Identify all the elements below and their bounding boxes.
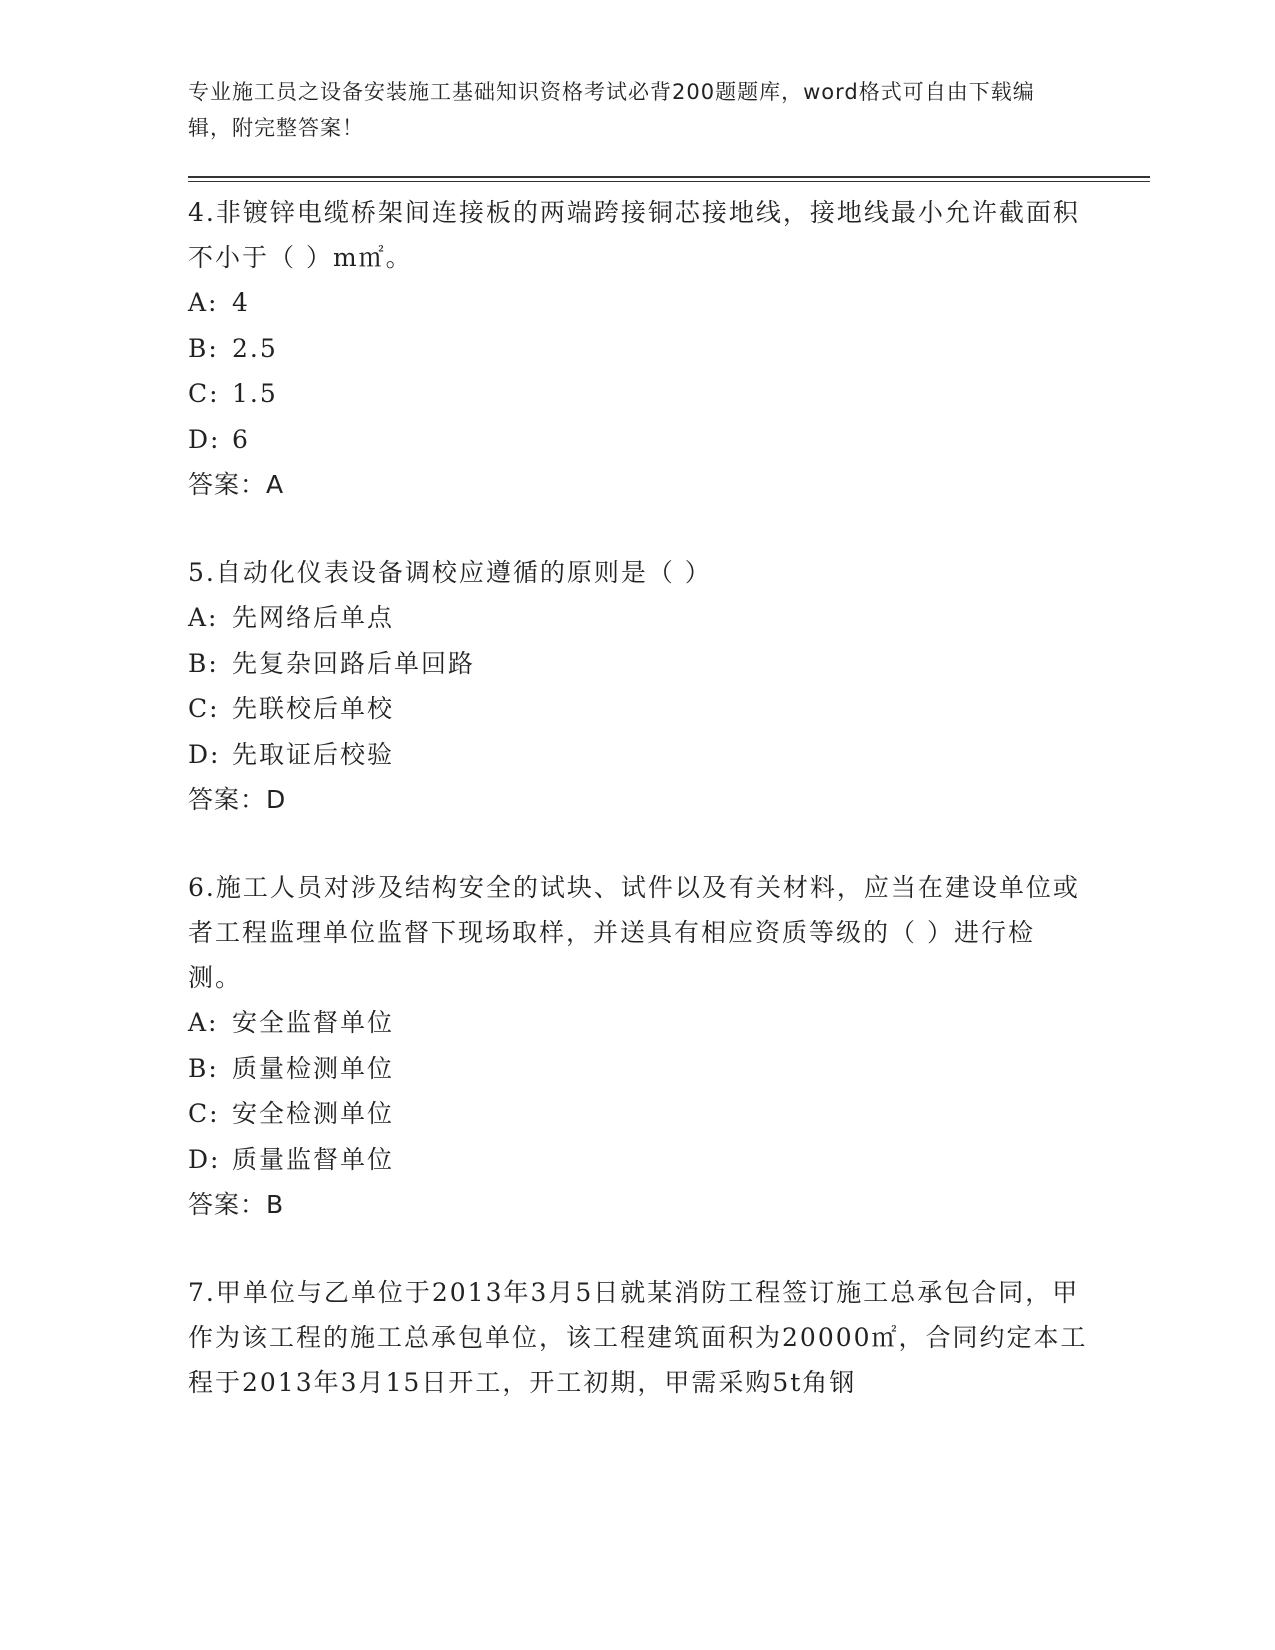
question-7 <box>188 1270 1088 1405</box>
option-letter: B: <box>188 1053 219 1083</box>
option-letter: B: <box>188 333 219 363</box>
option-text: 2.5 <box>232 333 278 363</box>
option-letter: C: <box>188 1099 220 1128</box>
option-text: 质量检测单位 <box>232 1053 395 1083</box>
option-letter: C: <box>188 379 220 408</box>
option-b <box>188 1046 1088 1092</box>
option-letter: A: <box>188 1008 219 1037</box>
option-text: 4 <box>232 288 250 317</box>
option-letter: D: <box>188 424 221 454</box>
option-a <box>188 280 1088 326</box>
option-list <box>188 280 1088 462</box>
option-b <box>188 641 1088 687</box>
option-letter: A: <box>188 603 219 632</box>
option-text: 安全检测单位 <box>232 1099 395 1128</box>
header-divider-thin <box>188 181 1150 182</box>
option-d <box>188 1137 1088 1183</box>
option-text: 质量监督单位 <box>232 1144 395 1174</box>
question-5 <box>188 550 1088 822</box>
option-letter: D: <box>188 739 221 769</box>
option-a <box>188 1000 1088 1046</box>
option-text: 1.5 <box>232 379 278 408</box>
option-text: 安全监督单位 <box>232 1008 395 1037</box>
answer-line: 答案：A <box>188 470 285 499</box>
question-stem: 5.自动化仪表设备调校应遵循的原则是（ ） <box>188 558 712 587</box>
header-divider-thick <box>188 176 1150 178</box>
question-stem: 7.甲单位与乙单位于2013年3月5日就某消防工程签订施工总承包合同，甲作为该工程的施工总承包单位，该工程建筑面积为20000㎡，合同约定本工程于2013年3月15日开工，开工初期，甲需采购5t角钢 <box>188 1278 1088 1397</box>
question-stem: 4.非镀锌电缆桥架间连接板的两端跨接铜芯接地线，接地线最小允许截面积不小于（ ）m㎡。 <box>188 198 1080 272</box>
option-letter: C: <box>188 694 220 723</box>
option-letter: B: <box>188 648 219 678</box>
document-header-title: 专业施工员之设备安装施工基础知识资格考试必背200题题库，word格式可自由下载编辑，附完整答案！ <box>188 80 1035 140</box>
option-b <box>188 326 1088 372</box>
option-text: 先复杂回路后单回路 <box>232 648 476 678</box>
option-text: 先取证后校验 <box>232 739 395 769</box>
question-4 <box>188 190 1088 507</box>
option-text: 6 <box>232 424 250 454</box>
option-text: 先联校后单校 <box>232 694 395 723</box>
option-list <box>188 1000 1088 1182</box>
option-letter: A: <box>188 288 219 317</box>
question-stem: 6.施工人员对涉及结构安全的试块、试件以及有关材料，应当在建设单位或者工程监理单位监督下现场取样，并送具有相应资质等级的（ ）进行检测。 <box>188 873 1080 992</box>
option-letter: D: <box>188 1144 221 1174</box>
option-text: 先网络后单点 <box>232 603 395 632</box>
answer-line: 答案：D <box>188 785 287 814</box>
question-6 <box>188 865 1088 1227</box>
answer-line: 答案：B <box>188 1190 285 1219</box>
option-c <box>188 686 1088 732</box>
option-d <box>188 417 1088 463</box>
option-d <box>188 732 1088 778</box>
option-list <box>188 595 1088 777</box>
option-c <box>188 371 1088 417</box>
option-c <box>188 1091 1088 1137</box>
option-a <box>188 595 1088 641</box>
